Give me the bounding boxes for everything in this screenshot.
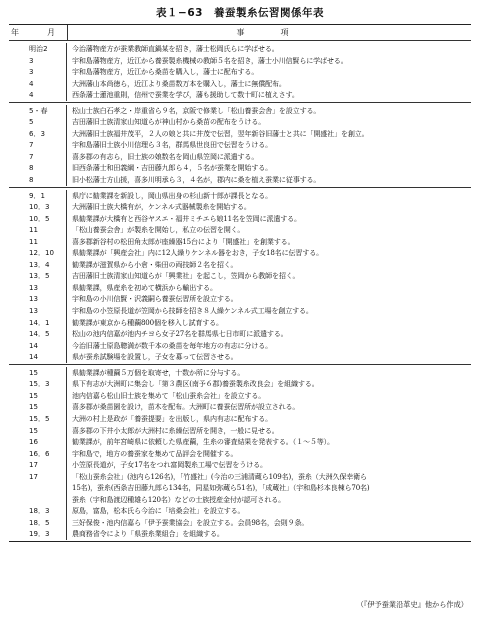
row-event: 喜多郡新谷村の松田角太郎が座繰器15台により「開盛社」を創業する。 <box>72 236 295 246</box>
table-row <box>9 89 471 101</box>
table-row <box>9 259 471 271</box>
row-event: 三好保俊・池内信嘉ら「伊予蚕業協会」を設立する。会員98名，会則９条。 <box>72 517 309 527</box>
table-row <box>9 425 471 437</box>
table-row <box>9 351 471 363</box>
row-year: 16．6 <box>9 448 67 460</box>
table-group <box>9 188 471 365</box>
row-year: 12．10 <box>9 247 67 259</box>
row-event: 吉田藩旧士族清家山知道らが神山村から桑苗の配布をうける。 <box>72 117 266 127</box>
row-event: 「松山養蚕会舎」が製糸を開始し，私立の伝習を開く。 <box>72 225 245 235</box>
table-row <box>9 328 471 340</box>
row-year: 17 <box>9 471 67 483</box>
row-event: 勧業課が東京から種繭800個を移入し試育する。 <box>72 317 223 327</box>
row-year: 8 <box>9 162 67 174</box>
table-row <box>9 128 471 140</box>
row-year: 14．5 <box>9 328 67 340</box>
table-row <box>9 151 471 163</box>
row-event: 県勧業課が「興産会社」内に12人繰りケンネル器をおき，子女18名に伝習する。 <box>72 248 323 258</box>
header-event: 事 項 <box>236 28 303 37</box>
row-year: 3 <box>9 66 67 78</box>
table-group <box>9 103 471 188</box>
table-row <box>9 162 471 174</box>
row-year: 18．3 <box>9 505 67 517</box>
table-header <box>9 25 471 41</box>
row-event: 今治藩物産方が蚕業教師直鍋某を招き，藩士松岡氏らに学ばせる。 <box>72 44 279 53</box>
row-event: 宇和島藩旧士族小川信理ら３名，群馬県世良田で伝習をうける。 <box>72 140 273 150</box>
table-row <box>9 78 471 90</box>
row-year: 15．5 <box>9 413 67 425</box>
row-year: 3 <box>9 55 67 67</box>
row-year: 明治2 <box>9 43 67 55</box>
row-year: 4 <box>9 89 67 101</box>
row-year: 9．1 <box>9 190 67 202</box>
table-row <box>9 482 471 494</box>
table-row <box>9 378 471 390</box>
row-event: 旧西条藩士和田義綱・吉田藤九郎ら４，５名が蚕業を開始する。 <box>72 163 273 173</box>
table-row <box>9 116 471 128</box>
row-year: 15 <box>9 401 67 413</box>
table-row <box>9 190 471 202</box>
table-row <box>9 224 471 236</box>
row-event: 大洲藩旧士族福井茂平，２人の娘と共に井茂で伝習，翌年新谷旧藩士と共に「開盛社」を創立。 <box>72 128 369 138</box>
row-event: 農商務省令により「県蚕糸業組合」を組織する。 <box>72 529 224 539</box>
table-row <box>9 413 471 425</box>
table-row <box>9 517 471 529</box>
table-row <box>9 139 471 151</box>
row-year: 11 <box>9 236 67 248</box>
table-row <box>9 174 471 186</box>
table-row <box>9 66 471 78</box>
table-row <box>9 471 471 483</box>
row-year: 15 <box>9 390 67 402</box>
row-event: 県下有志が大洲町に集会し「第３農区(南予６郡)養蚕製糸改良会」を組織する。 <box>72 379 319 389</box>
row-year: 15 <box>9 425 67 437</box>
row-event: 勧業課が，前年宮崎県に依頼した県産繭，生糸の審査結果を発表する。（１〜５等）。 <box>72 437 334 447</box>
row-event: 松山の池内信嘉が池内チヨら女子27名を群馬県七日市町に派遣する。 <box>72 329 288 339</box>
row-year: 14 <box>9 351 67 363</box>
table-row <box>9 528 471 540</box>
row-year: 15．3 <box>9 378 67 390</box>
row-event: 宇和島で，地方の養蚕家を集めて品評会を開催する。 <box>72 448 238 458</box>
row-year: 13．4 <box>9 259 67 271</box>
table-row <box>9 436 471 448</box>
row-event: 蚕糸（宇和島渡辺種雄ら120名）などの士族授産金付が認可される。 <box>72 494 286 504</box>
row-event: 喜多郡の下井小太郎が大洲村に糸繰伝習所を開き，一般に見せる。 <box>72 425 279 435</box>
row-year: 8 <box>9 174 67 186</box>
row-event: 喜多郡が桑苗園を設け，苗木を配布。大洲町に養蚕伝習所が設立される。 <box>72 402 300 412</box>
table-row <box>9 448 471 460</box>
table-row <box>9 236 471 248</box>
row-year: 13 <box>9 305 67 317</box>
row-year: 5・春 <box>9 105 67 117</box>
row-year: 7 <box>9 151 67 163</box>
row-year <box>9 494 67 506</box>
row-year: 10．5 <box>9 213 67 225</box>
table-row <box>9 293 471 305</box>
row-year: 11 <box>9 224 67 236</box>
table-row <box>9 105 471 117</box>
row-event: 勧業課が滋賀県から小倉・柴田の両技師２名を招く。 <box>72 259 238 269</box>
table-row <box>9 494 471 506</box>
row-year: 18．5 <box>9 517 67 529</box>
table-row <box>9 43 471 55</box>
table-row <box>9 317 471 329</box>
row-year: 13 <box>9 282 67 294</box>
table-row <box>9 505 471 517</box>
table-row <box>9 247 471 259</box>
row-event: 県が蚕糸試験場を設置し，子女を募って伝習させる。 <box>72 352 238 362</box>
row-event: 小笠原長道が，子女17名をつれ富岡製糸工場で伝習をうける。 <box>72 460 267 470</box>
table-body <box>9 41 471 541</box>
row-year: 6．3 <box>9 128 67 140</box>
row-event: 県庁に勧業課を新設し，岡山県出身の杉山新十郎が課長となる。 <box>72 190 273 200</box>
row-year: 7 <box>9 139 67 151</box>
row-event: 宇和島藩物産方，近江から養蚕製糸機械の教師５名を招き，藩士小川信賢らに学ばせる。 <box>72 55 348 65</box>
table-row <box>9 55 471 67</box>
row-event: 旧小松藩士方山援，喜多川明承ら３，４名が，郡内に桑を植え蚕業に従事する。 <box>72 175 321 185</box>
row-year: 16 <box>9 436 67 448</box>
row-event: 県勧業課が大橋有と西谷ヤスエ・福井ミチエら娘11名を笠岡に派遣する。 <box>72 213 301 223</box>
row-year: 14．1 <box>9 317 67 329</box>
table-row <box>9 305 471 317</box>
row-event: 大洲の村上是政が「養蚕提要」を出版し，県内有志に配布する。 <box>72 413 273 423</box>
table-row <box>9 201 471 213</box>
row-event: 「松山蚕糸会社」(池内ら126名)，「竹盛社」(今治の三浦清蔵ら109名)，蚕糸（大洲久保幸衛ら <box>72 471 367 481</box>
row-event: 今治旧藩士原島聰満が数千本の桑苗を毎年地方の有志に分ける。 <box>72 340 273 350</box>
row-year: 5 <box>9 116 67 128</box>
table-row <box>9 367 471 379</box>
chronology-table <box>9 24 471 542</box>
row-event: 宇和島の小笠原長道が笠岡から技師を招き８人繰ケンネル式工場を創立する。 <box>72 306 313 316</box>
table-row <box>9 270 471 282</box>
row-event: 県勧業課が種繭５万個を取寄せ，十数か所に分与する。 <box>72 367 245 377</box>
table-row <box>9 282 471 294</box>
header-year: 年 月 <box>9 25 68 40</box>
table-title: 表１−63 養蚕製糸伝習関係年表 <box>156 7 324 19</box>
row-event: 大洲藩山本尚徳ら，近江より桑苗数万本を購入し，藩士に無償配布。 <box>72 78 286 88</box>
row-event: 宇和島藩物産方，近江から桑苗を購入し，藩士に配布する。 <box>72 67 259 77</box>
source-note: （『伊予蚕業沿革史』他から作成） <box>356 600 468 609</box>
row-year: 13 <box>9 293 67 305</box>
row-event: 松山士族白石孝之・岸重省ら９名，京阪で修業し「松山養蚕会舎」を設立する。 <box>72 105 321 115</box>
row-year: 13．5 <box>9 270 67 282</box>
row-year: 17 <box>9 459 67 471</box>
row-event: 県勧業課，県産糸を初めて横浜から輸出する。 <box>72 282 217 292</box>
table-row <box>9 340 471 352</box>
row-event: 吉田藩旧士族清家山知道らが「興業社」を起こし，笠岡から教師を招く。 <box>72 271 300 281</box>
row-event: 西条藩士蓮池重則，信州で蚕業を学び，藩も援助して数十町に植えさす。 <box>72 90 299 100</box>
table-row <box>9 213 471 225</box>
row-event: 原島，富島，松本氏ら今治に「培桑会社」を設立する。 <box>72 506 245 516</box>
table-group <box>9 365 471 541</box>
row-year: 14 <box>9 340 67 352</box>
row-year: 4 <box>9 78 67 90</box>
table-row <box>9 401 471 413</box>
table-group <box>9 41 471 103</box>
row-event: 宇和島の小川信賢・沢義嗣ら養蚕伝習所を設立する。 <box>72 294 238 304</box>
row-event: 大洲藩旧士族大橋有が，ケンネル式器械製糸を開始する。 <box>72 202 251 212</box>
row-event: 喜多郡の有志ら，旧士族の娘数名を岡山県笠岡に派遣する。 <box>72 151 259 161</box>
table-row <box>9 459 471 471</box>
row-event: 池内信嘉ら松山旧士族を集めて「松山蚕糸会社」を設立する。 <box>72 390 266 400</box>
table-row <box>9 390 471 402</box>
row-year: 19．3 <box>9 528 67 540</box>
row-event: 15名)，蚕糸(西条吉田藤九郎ら134名，同星如弥蔵ら51名)，「成蔵社」（宇和島杉本良棟ら70名) <box>72 483 370 493</box>
row-year: 15 <box>9 367 67 379</box>
row-year: 10．3 <box>9 201 67 213</box>
row-year <box>9 482 67 494</box>
